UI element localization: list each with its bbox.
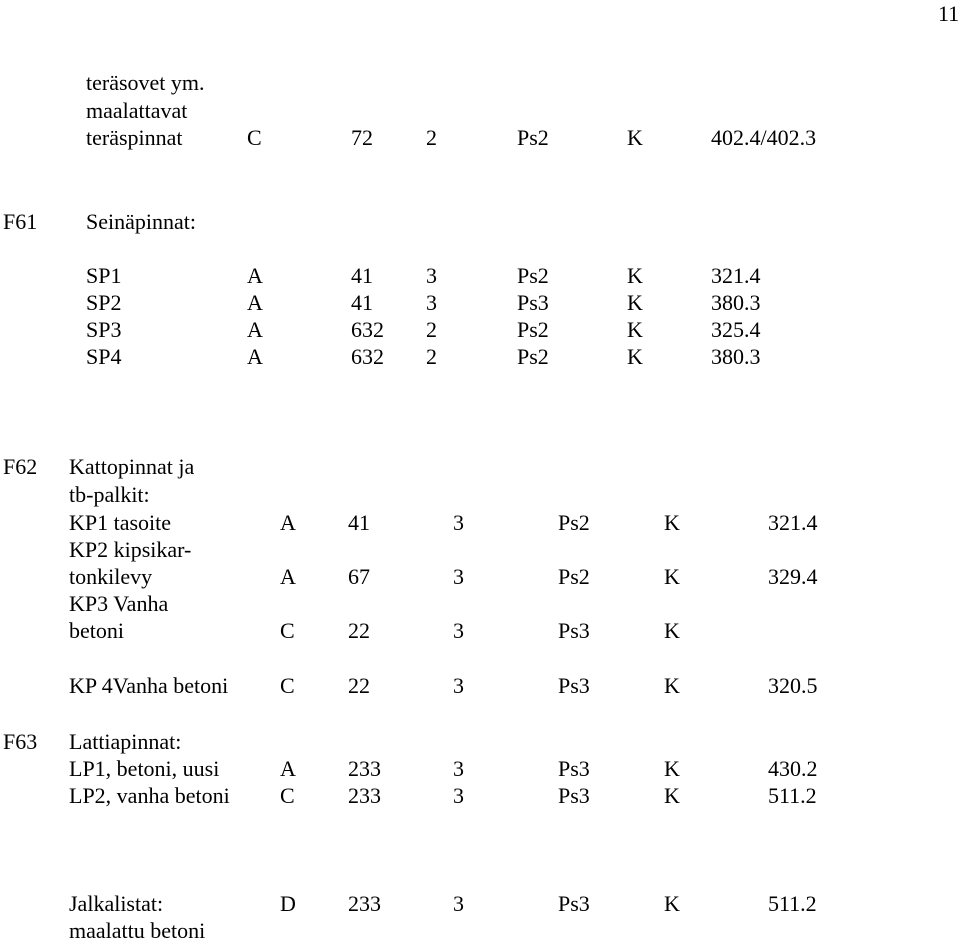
row-coats: 3	[453, 783, 464, 808]
steel-doors-k: K	[627, 125, 643, 150]
row-name: LP1, betoni, uusi	[69, 756, 220, 781]
row-thickness: 233	[348, 891, 381, 916]
f61-title: Seinäpinnat:	[86, 209, 196, 234]
row-class: C	[280, 673, 295, 698]
row-k: K	[664, 891, 680, 916]
row-thickness: 41	[351, 263, 373, 288]
row-ref: 430.2	[768, 756, 818, 781]
steel-doors-ref: 402.4/402.3	[711, 125, 817, 150]
row-coats: 3	[453, 756, 464, 781]
row-ps: Ps3	[558, 891, 590, 916]
row-thickness: 41	[351, 290, 373, 315]
row-class: A	[280, 564, 296, 589]
steel-doors-coats: 2	[426, 125, 437, 150]
row-thickness: 233	[348, 783, 381, 808]
row-ps: Ps2	[517, 263, 549, 288]
row-coats: 3	[453, 891, 464, 916]
row-k: K	[664, 564, 680, 589]
steel-doors-label-line-1: teräsovet ym.	[86, 70, 205, 95]
row-ps: Ps3	[558, 756, 590, 781]
row-coats: 2	[426, 344, 437, 369]
row-thickness: 41	[348, 510, 370, 535]
row-ref: 320.5	[768, 673, 818, 698]
row-ps: Ps2	[558, 510, 590, 535]
row-coats: 3	[426, 263, 437, 288]
steel-doors-label-line-2: maalattavat	[86, 98, 188, 123]
row-thickness: 67	[348, 564, 370, 589]
row-class: A	[247, 290, 263, 315]
row-name-line-2: maalattu betoni	[69, 918, 206, 943]
row-ps: Ps3	[558, 618, 590, 643]
row-name: KP 4Vanha betoni	[69, 673, 229, 698]
f62-code: F62	[3, 454, 38, 479]
row-coats: 3	[453, 673, 464, 698]
row-coats: 3	[453, 564, 464, 589]
row-k: K	[627, 263, 643, 288]
f61-code: F61	[3, 209, 38, 234]
steel-doors-thickness: 72	[351, 125, 373, 150]
row-name: SP3	[86, 317, 122, 342]
row-coats: 3	[453, 510, 464, 535]
row-class: D	[280, 891, 296, 916]
row-k: K	[627, 290, 643, 315]
page-number: 11	[938, 1, 960, 26]
row-name-line-1: KP2 kipsikar-	[69, 537, 192, 562]
f63-code: F63	[3, 729, 38, 754]
row-ref: 380.3	[711, 290, 761, 315]
row-class: A	[247, 344, 263, 369]
row-class: A	[280, 756, 296, 781]
steel-doors-ps: Ps2	[517, 125, 549, 150]
row-ps: Ps3	[558, 783, 590, 808]
row-name-line-2: tonkilevy	[69, 564, 153, 589]
f62-title-line-1: Kattopinnat ja	[69, 454, 195, 479]
row-k: K	[664, 618, 680, 643]
row-ref: 511.2	[768, 891, 817, 916]
row-class: A	[280, 510, 296, 535]
f62-title-line-2: tb-palkit:	[69, 482, 150, 507]
row-class: C	[280, 618, 295, 643]
row-name: KP1 tasoite	[69, 510, 172, 535]
row-name-line-1: KP3 Vanha	[69, 591, 169, 616]
row-k: K	[627, 317, 643, 342]
row-class: C	[280, 783, 295, 808]
row-k: K	[664, 756, 680, 781]
row-class: A	[247, 263, 263, 288]
row-ps: Ps2	[517, 344, 549, 369]
row-thickness: 22	[348, 673, 370, 698]
f63-title: Lattiapinnat:	[69, 729, 182, 754]
row-ref: 321.4	[711, 263, 761, 288]
row-thickness: 233	[348, 756, 381, 781]
row-ps: Ps2	[558, 564, 590, 589]
row-name: SP2	[86, 290, 122, 315]
row-ref: 380.3	[711, 344, 761, 369]
row-thickness: 632	[351, 344, 384, 369]
row-name: SP4	[86, 344, 122, 369]
row-name-line-2: betoni	[69, 618, 124, 643]
row-name: LP2, vanha betoni	[69, 783, 230, 808]
row-coats: 2	[426, 317, 437, 342]
row-k: K	[664, 510, 680, 535]
row-ps: Ps3	[517, 290, 549, 315]
row-thickness: 632	[351, 317, 384, 342]
row-ps: Ps2	[517, 317, 549, 342]
row-coats: 3	[453, 618, 464, 643]
steel-doors-label-line-3: teräspinnat	[86, 125, 183, 150]
row-ref: 329.4	[768, 564, 818, 589]
row-ref: 511.2	[768, 783, 817, 808]
row-ps: Ps3	[558, 673, 590, 698]
row-ref: 325.4	[711, 317, 761, 342]
row-k: K	[627, 344, 643, 369]
row-class: A	[247, 317, 263, 342]
row-coats: 3	[426, 290, 437, 315]
row-k: K	[664, 783, 680, 808]
row-thickness: 22	[348, 618, 370, 643]
row-ref: 321.4	[768, 510, 818, 535]
row-name-line-1: Jalkalistat:	[69, 891, 164, 916]
steel-doors-class: C	[247, 125, 262, 150]
row-k: K	[664, 673, 680, 698]
row-name: SP1	[86, 263, 122, 288]
